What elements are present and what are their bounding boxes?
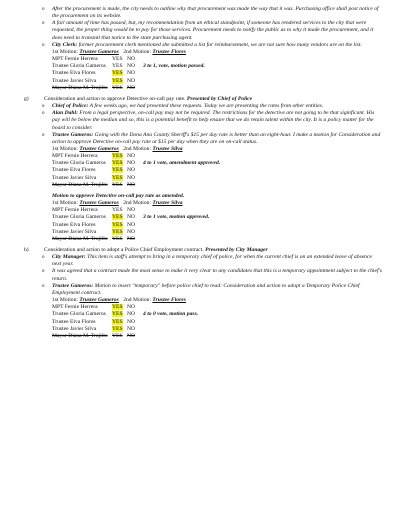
motion-line: 1st Motion: Trustee Gameros 2nd Motion: Trustee Silva [52, 200, 183, 207]
table-row: Mayor Diana M. Trujillo YES NO [52, 181, 136, 188]
table-row: MPT Fernie Herrera YES NO [52, 304, 136, 311]
second-motion: Trustee Silva [152, 200, 183, 207]
bullet-text: After the procurement is made, the city needs to outline why that procurement was made the way that it was. Purchasing office shall post notice of the procurement on its website. [52, 6, 379, 20]
second-motion: Trustee Flores [152, 297, 186, 304]
list-item: o It was agreed that a contract made the most sense to make it very clear to any candidates that this is a temporary appointment subject to the chief's return. [42, 268, 382, 282]
motion-line: 1st Motion: Trustee Gameros 2nd Motion: Trustee Silva [52, 145, 183, 152]
table-row: MPT Fernie Herrera YES NO [52, 56, 136, 63]
speaker: Alan Dahl: [52, 110, 78, 117]
list-item: o A fair amount of time has passed, but, my recommendation from an ethical standpoint, if someone has rendered services to the city that were requested, the proper thing would be to pay for those services. Procurement needs to notify the public as to why it made the procurement, and it does need to transmit that notice to the state purchasing agent. [42, 20, 374, 41]
vote-table [52, 56, 205, 92]
table-row: Trustee Gloria Gameros YES NO 4 to 1 vote, amendment approved. [52, 160, 221, 167]
first-motion: Trustee Gameros [79, 48, 119, 55]
vote-table [52, 207, 209, 243]
table-row: Mayor Diana M. Trujillo YES NO [52, 235, 136, 242]
motion-line: 1st Motion: Trustee Gameros 2nd Motion: Trustee Flores [52, 48, 186, 55]
table-row: Trustee Elva Flores YES NO [52, 167, 136, 174]
table-row: Trustee Javier Silva YES NO [52, 174, 136, 181]
presenter: Presented by Chief of Police [186, 95, 253, 102]
table-row: Trustee Gloria Gameros YES NO 3 to 1 vote, motion approved. [52, 214, 210, 221]
table-row: Mayor Diana M. Trujillo YES NO [52, 84, 136, 91]
list-item: o Trustee Gameros: Motion to insert "temporary" before police chief to read: Consideration and action to adopt a Temporary Police Chief Employment contract. [42, 282, 360, 296]
table-row: Trustee Elva Flores YES NO [52, 221, 136, 228]
table-row: Mayor Diana M. Trujillo YES NO [52, 332, 136, 339]
table-row: Trustee Javier Silva YES NO [52, 228, 136, 235]
table-row: Trustee Javier Silva YES NO [52, 325, 136, 332]
amendment-title: Motion to approve Detective on-call pay rate as amended. [52, 192, 185, 199]
speaker: City Manager: [52, 254, 86, 261]
presenter: Presented by City Manager [205, 247, 268, 253]
list-item: o City Clerk: former procurement clerk mentioned she submitted a list for reimbursement, we are not sure how many vendors are on the list. [42, 41, 362, 48]
list-item: o Trustee Gameros: Going with the Dona Ana County Sheriff's $15 per day rate is better than an eight-hour. I make a motion for Consideration and action to approve Detective on-call pay rate at $15 per day when they are on on-call status. [42, 131, 381, 145]
table-row: Trustee Gloria Gameros YES NO 3 to 1, vote, motion passed. [52, 63, 205, 70]
table-row: MPT Fernie Herrera YES NO [52, 207, 136, 214]
second-motion: Trustee Flores [152, 48, 186, 55]
list-item: o Chief of Police: A few weeks ago, we had presented these requests. Today we are presenting the rates from other entities. [42, 103, 324, 110]
second-motion: Trustee Silva [152, 145, 183, 152]
table-row: MPT Fernie Herrera YES NO [52, 153, 136, 160]
speaker: Trustee Gameros: [52, 131, 94, 138]
vote-table [52, 153, 220, 189]
speaker: City Clerk: [52, 41, 78, 48]
list-item: o Alan Dahl: From a legal perspective, on-call pay may not be required. The restrictions for the detective are not going to be that significant. His pay will be below the median and so, this is a potential benefit to help ensure that we do retain talent within the city. It is a policy matter for the board to consider. [42, 110, 375, 131]
first-motion: Trustee Gameros [79, 200, 119, 207]
motion-line: 1st Motion: Trustee Gameros 2nd Motion: Trustee Flores [52, 297, 186, 304]
vote-table [52, 304, 198, 340]
agenda-item-h: h) Consideration and action to adopt a Police Chief Employment contract. Presented by City Manager [24, 247, 268, 253]
table-row: Trustee Elva Flores YES NO [52, 318, 136, 325]
speaker: Chief of Police: [52, 103, 89, 110]
list-item: o City Manager: This item is staff's attempt to bring in a temporary chief of police, for when the current chief is on an extended leave of absence next year. [42, 254, 372, 268]
list-item: o After the procurement is made, the city needs to outline why that procurement was made the way that it was. Purchasing office shall post notice of the procurement on its website. [42, 6, 379, 20]
table-row: Trustee Javier Silva YES NO [52, 77, 136, 84]
table-row: Trustee Elva Flores YES NO [52, 70, 136, 77]
first-motion: Trustee Gameros [79, 297, 119, 304]
table-row: Trustee Gloria Gameros YES NO 4 to 0 vote, motion pass. [52, 311, 199, 318]
first-motion: Trustee Gameros [79, 145, 119, 152]
bullet-text: A fair amount of time has passed, but, my recommendation from an ethical standpoint, if someone has rendered services to the city that were requested, the proper thing would be to pay for those services. Procurement needs to notify the public as to why it made the procurement, and it does need to transmit that notice to the state purchasing agent. [52, 20, 374, 41]
bullet-text: former procurement clerk mentioned she submitted a list for reimbursement, we are not sure how many vendors are on the list. [77, 41, 362, 48]
speaker: Trustee Gameros: [52, 282, 94, 289]
agenda-item-g: g) Consideration and action to approve Detective on-call pay rate. Presented by Chief of Police [24, 95, 253, 102]
